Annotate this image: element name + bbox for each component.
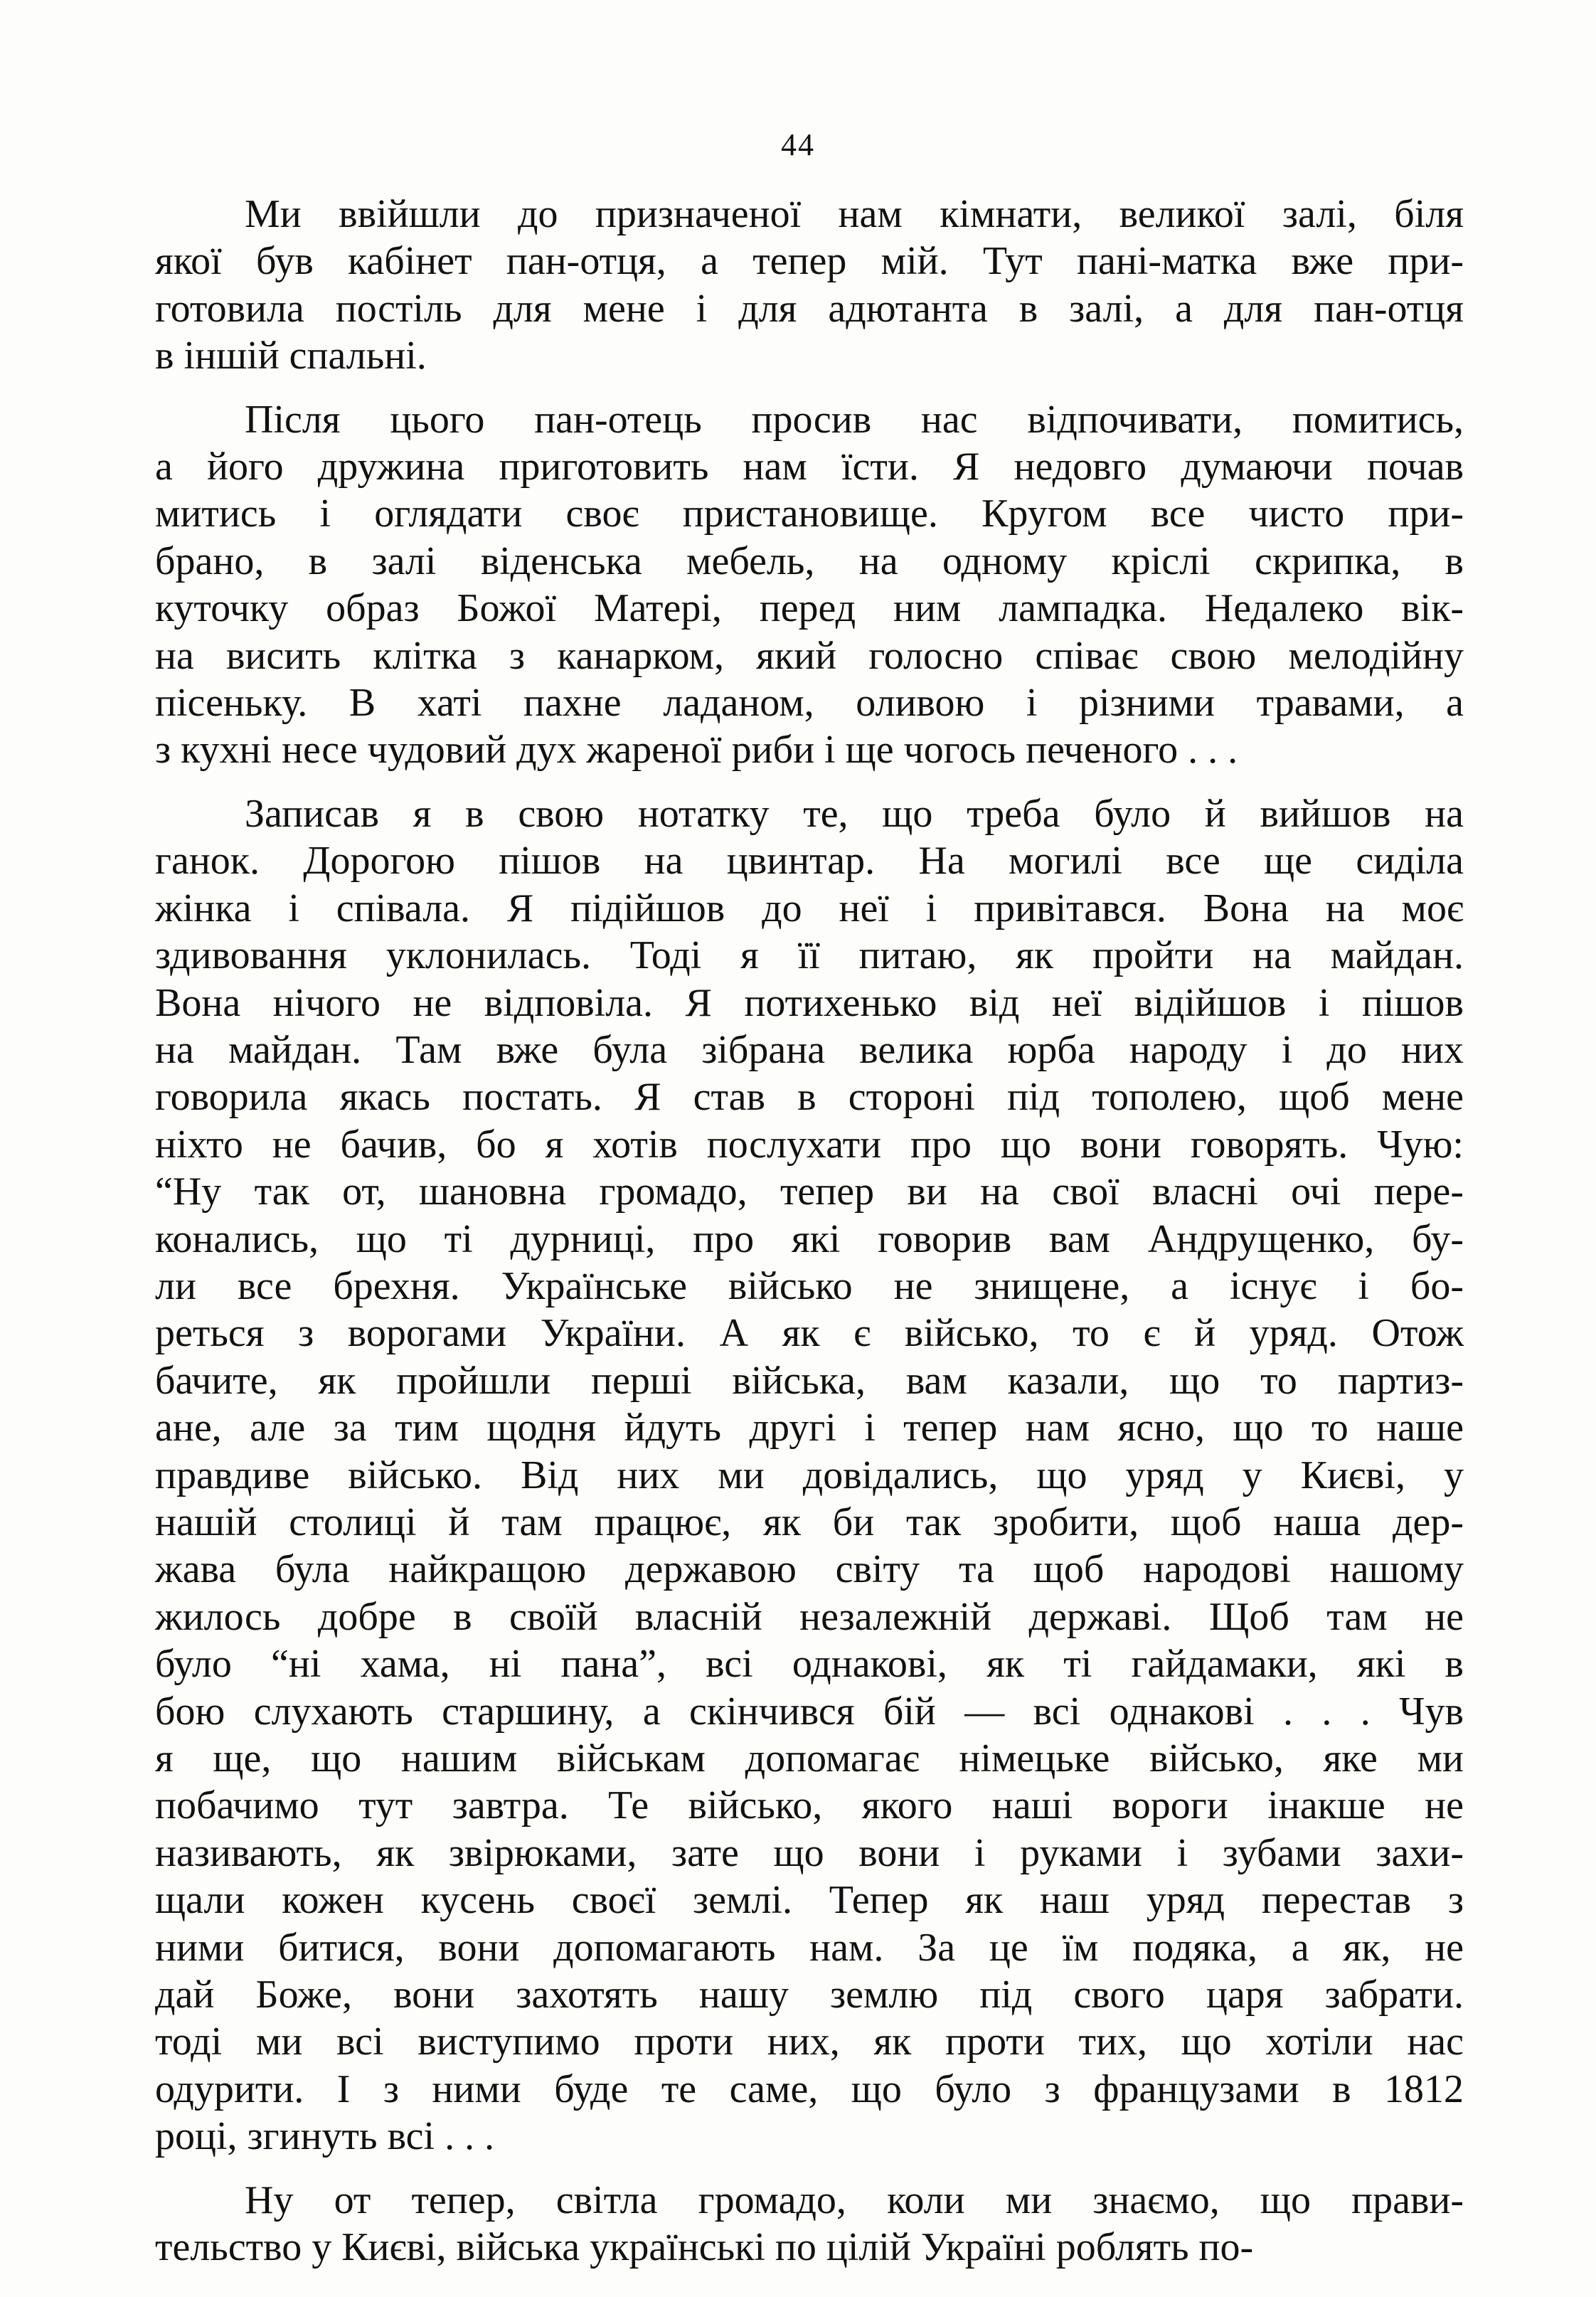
text-line: щали кожен кусень своєї землі. Тепер як наш уряд перестав з	[155, 1878, 1464, 1923]
text-line: куточку образ Божої Матері, перед ним лампадка. Недалеко вік-	[155, 586, 1464, 631]
text-line: на висить клітка з канарком, який голосно співає свою мелодійну	[155, 633, 1464, 678]
text-line: Записав я в свою нотатку те, що треба було й вийшов на	[245, 791, 1464, 836]
text-line: готовила постіль для мене і для адютанта в залі, а для пан-отця	[155, 286, 1464, 331]
text-line: якої був кабінет пан-отця, а тепер мій. Тут пані-матка вже при-	[155, 239, 1464, 284]
text-line: називають, як звірюками, зате що вони і руками і зубами захи-	[155, 1830, 1464, 1875]
text-line: ганок. Дорогою пішов на цвинтар. На могилі все ще сиділа	[155, 839, 1464, 884]
text-line: а його дружина приготовить нам їсти. Я недовго думаючи почав	[155, 445, 1464, 489]
text-line: ніхто не бачив, бо я хотів послухати про що вони говорять. Чую:	[155, 1122, 1464, 1167]
text-line: тоді ми всі виступимо проти них, як проти тих, що хотіли нас	[155, 2020, 1464, 2064]
text-line: бачите, як пройшли перші війська, вам казали, що то партиз-	[155, 1358, 1464, 1403]
paragraph	[155, 396, 1464, 774]
text-line: побачимо тут завтра. Те військо, якого наші вороги інакше не	[155, 1783, 1464, 1828]
text-line: нашій столиці й там працює, як би так зробити, щоб наша дер-	[155, 1500, 1464, 1544]
text-line: було “ні хама, ні пана”, всі однакові, як ті гайдамаки, які в	[155, 1642, 1464, 1687]
text-line: жінка і співала. Я підійшов до неї і привітався. Вона на моє	[155, 886, 1464, 930]
paragraph	[155, 790, 1464, 2160]
text-line: жава була найкращою державою світу та щоб народові нашому	[155, 1547, 1464, 1592]
text-line: тельство у Києві, війська українські по цілій Україні роблять по-	[155, 2225, 1254, 2270]
text-line: говорила якась постать. Я став в стороні під тополею, щоб мене	[155, 1075, 1464, 1120]
text-line: митись і оглядати своє пристановище. Кругом все чисто при-	[155, 492, 1464, 536]
text-line: конались, що ті дурниці, про які говорив вам Андрущенко, бу-	[155, 1216, 1464, 1261]
text-body	[155, 191, 1464, 2287]
text-line: дай Боже, вони захотять нашу землю під свого царя забрати.	[155, 1973, 1464, 2017]
paragraph	[155, 2177, 1464, 2271]
text-line: з кухні несе чудовий дух жареної риби і ще чогось печеного . . .	[155, 728, 1238, 773]
text-line: пісеньку. В хаті пахне ладаном, оливою і різними травами, а	[155, 681, 1464, 726]
text-line: Ми ввійшли до призначеної нам кімнати, великої залі, біля	[245, 192, 1464, 236]
text-line: ними битися, вони допомагають нам. За це їм подяка, а як, не	[155, 1925, 1464, 1970]
text-line: Ну от тепер, світла громадо, коли ми знаємо, що прави-	[245, 2177, 1464, 2222]
text-line: я ще, що нашим військам допомагає німецьке військо, яке ми	[155, 1736, 1464, 1781]
paragraph	[155, 191, 1464, 380]
text-line: здивовання уклонилась. Тоді я її питаю, як пройти на майдан.	[155, 933, 1464, 978]
text-line: ане, але за тим щодня йдуть другі і тепер нам ясно, що то наше	[155, 1406, 1464, 1450]
text-line: році, згинуть всі . . .	[155, 2114, 495, 2159]
text-line: жилось добре в своїй власній незалежній державі. Щоб там не	[155, 1594, 1464, 1639]
text-line: Вона нічого не відповіла. Я потихенько від неї відійшов і пішов	[155, 980, 1464, 1025]
text-line: Після цього пан-отець просив нас відпочивати, помитись,	[245, 397, 1464, 442]
text-line: ли все брехня. Українське військо не знищене, а існує і бо-	[155, 1263, 1464, 1308]
text-line: брано, в залі віденська мебель, на одному кріслі скрипка, в	[155, 539, 1464, 583]
text-line: правдиве військо. Від них ми довідались, що уряд у Києві, у	[155, 1453, 1464, 1497]
text-line: одурити. І з ними буде те саме, що було з французами в 1812	[155, 2067, 1464, 2111]
text-line: “Ну так от, шановна громадо, тепер ви на свої власні очі пере-	[155, 1169, 1464, 1214]
text-line: реться з ворогами України. А як є військо, то є й уряд. Отож	[155, 1311, 1464, 1356]
page-number: 44	[781, 127, 815, 162]
text-line: в іншій спальні.	[155, 334, 427, 378]
text-line: на майдан. Там вже була зібрана велика юрба народу і до них	[155, 1027, 1464, 1072]
text-line: бою слухають старшину, а скінчився бій — всі однакові . . . Чув	[155, 1689, 1464, 1734]
